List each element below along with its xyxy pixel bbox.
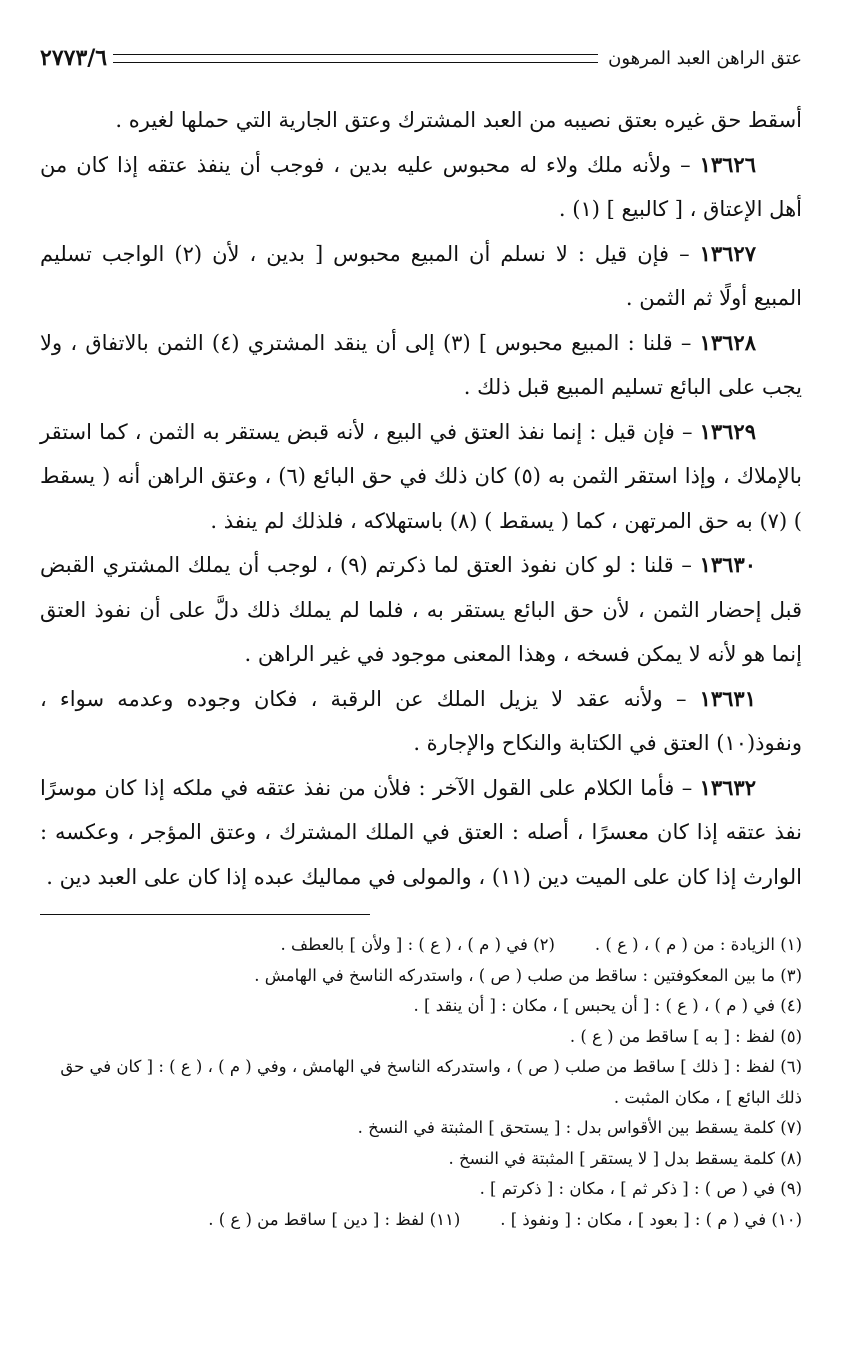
paragraph-13631 [40,677,802,766]
footnote-row [40,930,802,961]
paragraph-text: – ولأنه عقد لا يزيل الملك عن الرقبة ، فكان وجوده وعدمه سواء ، ونفوذ(١٠) العتق في الكتابة والنكاح والإجارة . [40,686,802,755]
running-title: عتق الراهن العبد المرهون [608,47,802,69]
page-number: ٢٧٧٣/٦ [40,45,108,71]
paragraph-text: – فإن قيل : إنما نفذ العتق في البيع ، لأنه قبض يستقر به الثمن ، كما استقر بالإملاك ، وإذا استقر الثمن به (٥) كان ذلك في حق البائع (٦) ، وعتق الراهن أنه ( يسقط ) (٧) به حق المرتهن ، كما ( يسقط ) (٨) باستهلاكه ، فلذلك لم ينفذ . [40,419,802,533]
footnote-9: (٩) في ( ص ) : [ ذكر ثم ] ، مكان : [ ذكرتم ] . [479,1179,802,1198]
footnote-10: (١٠) في ( م ) : [ بعود ] ، مكان : [ ونفوذ ] . [500,1209,802,1229]
footnote-4: (٤) في ( م ) ، ( ع ) : [ أن يحبس ] ، مكان : [ أن ينقد ] . [413,996,802,1015]
paragraph-13628 [40,321,802,410]
footnote-1: (١) الزيادة : من ( م ) ، ( ع ) . [594,935,802,954]
book-page [40,38,802,1328]
footnotes [40,930,802,1235]
paragraph-13626 [40,143,802,232]
footnote-7: (٧) كلمة يسقط بين الأقواس بدل : [ يستحق ] المثبتة في النسخ . [357,1118,802,1137]
paragraph-text: أسقط حق غيره بعتق نصيبه من العبد المشترك وعتق الجارية التي حملها لغيره . [115,108,802,132]
paragraph-number: ١٣٦٢٩ [699,418,756,444]
main-text [40,98,802,899]
footnote-6: (٦) لفظ : [ ذلك ] ساقط من صلب ( ص ) ، واستدركه الناسخ في الهامش ، وفي ( م ) ، ( ع ) : [ كان في حق ذلك البائع ] ، مكان المثبت . [60,1057,802,1107]
footnote-11: (١١) لفظ : [ دين ] ساقط من ( ع ) . [208,1209,461,1229]
footnote-separator [40,914,370,915]
paragraph-number: ١٣٦٣٢ [699,774,756,800]
paragraph-13627 [40,232,802,321]
paragraph-number: ١٣٦٣١ [699,685,756,711]
paragraph-13630 [40,543,802,677]
paragraph-13632 [40,766,802,900]
paragraph-text: – ولأنه ملك ولاء له محبوس عليه بدين ، فوجب أن ينفذ عتقه إذا كان من أهل الإعتاق ، [ كالبيع ] (١) . [40,152,802,221]
footnote-2: (٢) في ( م ) ، ( ع ) : [ ولأن ] بالعطف . [280,935,555,954]
footnote-3: (٣) ما بين المعكوفتين : ساقط من صلب ( ص ) ، واستدركه الناسخ في الهامش . [254,965,802,985]
running-header [40,38,802,78]
paragraph-number: ١٣٦٢٨ [699,329,756,355]
paragraph-text: – قلنا : المبيع محبوس ] (٣) إلى أن ينقد المشتري (٤) الثمن بالاتفاق ، ولا يجب على البائع تسليم المبيع قبل ذلك . [40,330,802,399]
paragraph-13629 [40,410,802,544]
paragraph-text: – فإن قيل : لا نسلم أن المبيع محبوس [ بدين ، لأن (٢) الواجب تسليم المبيع أولًا ثم الثمن . [40,241,802,310]
paragraph-continuation [40,98,802,143]
footnote-8: (٨) كلمة يسقط بدل [ لا يستقر ] المثبتة في النسخ . [448,1148,802,1168]
paragraph-number: ١٣٦٣٠ [699,552,757,577]
footnote-5: (٥) لفظ : [ به ] ساقط من ( ع ) . [569,1026,802,1046]
header-double-rule [113,54,598,63]
paragraph-text: – قلنا : لو كان نفوذ العتق لما ذكرتم (٩) ، لوجب أن يملك المشتري القبض قبل إحضار الثمن ، لأن حق البائع يستقر به ، فلما لم يملك ذلك دلَّ على أن نفوذ العتق إنما هو لأنه لا يمكن فسخه ، وهذا المعنى موجود في غير الراهن . [40,553,802,666]
paragraph-number: ١٣٦٢٧ [699,240,756,266]
footnote-row [40,1205,802,1236]
paragraph-number: ١٣٦٢٦ [699,151,756,177]
paragraph-text: – فأما الكلام على القول الآخر : فلأن من نفذ عتقه في ملكه إذا كان موسرًا نفذ عتقه إذا كان معسرًا ، أصله : العتق في الملك المشترك ، وعتق المؤجر ، وعكسه : الوارث إذا كان على الميت دين (١١) ، والمولى في مماليك عبده إذا كان على العبد دين . [40,775,802,889]
